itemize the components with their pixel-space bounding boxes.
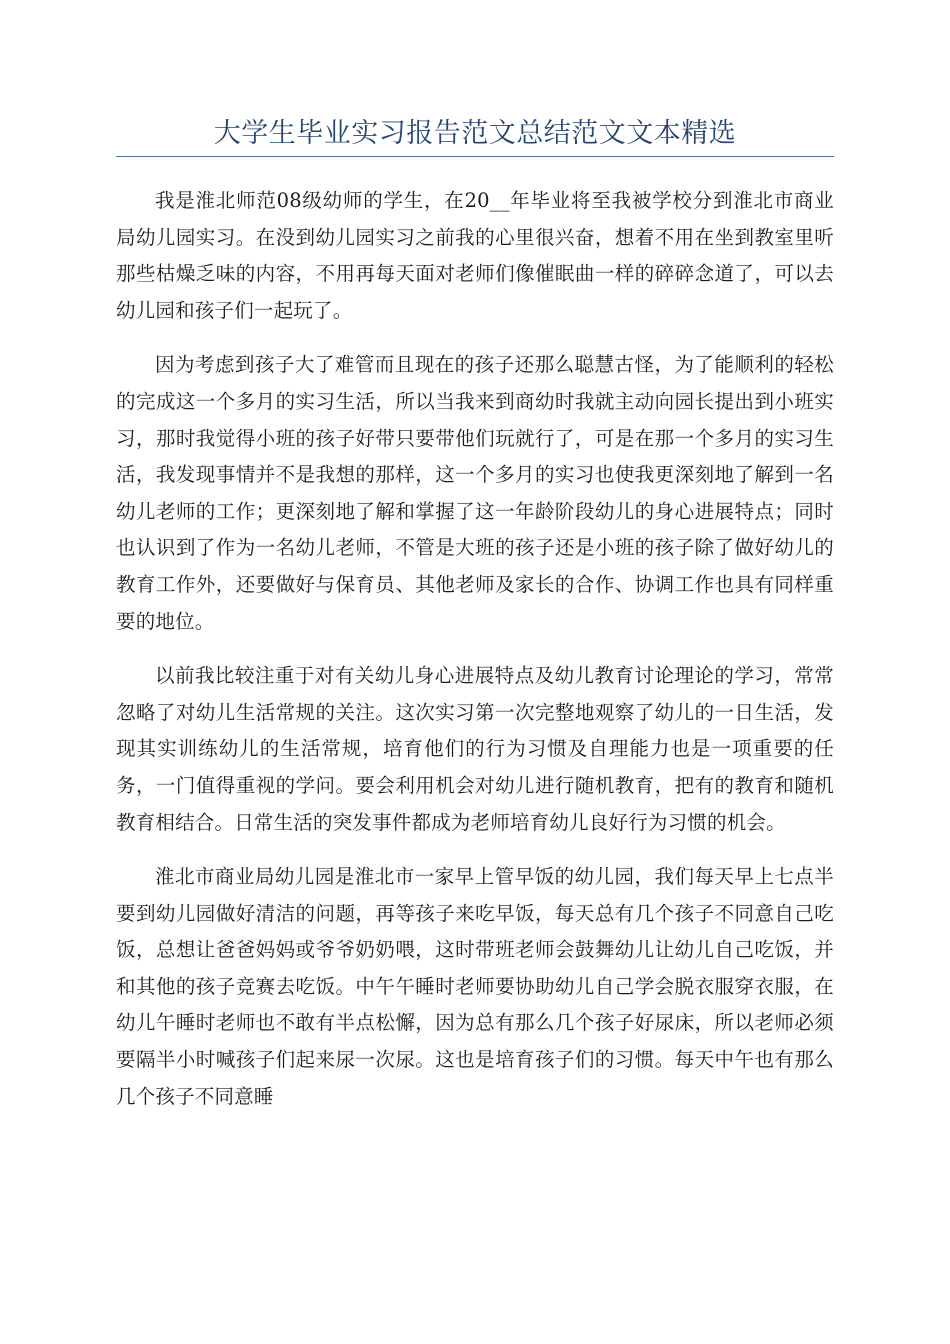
document-title: 大学生毕业实习报告范文总结范文文本精选 xyxy=(213,118,737,149)
document-body xyxy=(116,183,834,1115)
paragraph-2: 因为考虑到孩子大了难管而且现在的孩子还那么聪慧古怪，为了能顺利的轻松的完成这一个多月的实习生活，所以当我来到商幼时我就主动向园长提出到小班实习，那时我觉得小班的孩子好带只要带他们玩就行了，可是在那一个多月的实习生活，我发现事情并不是我想的那样，这一个多月的实习也使我更深刻地了解到一名幼儿老师的工作；更深刻地了解和掌握了这一年龄阶段幼儿的身心进展特点；同时也认识到了作为一名幼儿老师，不管是大班的孩子还是小班的孩子除了做好幼儿的教育工作外，还要做好与保育员、其他老师及家长的合作、协调工作也具有同样重要的地位。 xyxy=(116,353,834,633)
title-block xyxy=(116,112,834,157)
paragraph-3: 以前我比较注重于对有关幼儿身心进展特点及幼儿教育讨论理论的学习，常常忽略了对幼儿生活常规的关注。这次实习第一次完整地观察了幼儿的一日生活，发现其实训练幼儿的生活常规，培育他们的行为习惯及自理能力也是一项重要的任务，一门值得重视的学问。要会利用机会对幼儿进行随机教育，把有的教育和随机教育相结合。日常生活的突发事件都成为老师培育幼儿良好行为习惯的机会。 xyxy=(116,664,834,834)
paragraph-4: 淮北市商业局幼儿园是淮北市一家早上管早饭的幼儿园，我们每天早上七点半要到幼儿园做好清洁的问题，再等孩子来吃早饭，每天总有几个孩子不同意自己吃饭，总想让爸爸妈妈或爷爷奶奶喂，这时带班老师会鼓舞幼儿让幼儿自己吃饭，并和其他的孩子竞赛去吃饭。中午午睡时老师要协助幼儿自己学会脱衣服穿衣服，在幼儿午睡时老师也不敢有半点松懈，因为总有那么几个孩子好尿床，所以老师必须要隔半小时喊孩子们起来尿一次尿。这也是培育孩子们的习惯。每天中午也有那么几个孩子不同意睡 xyxy=(116,865,834,1108)
paragraph-1: 我是淮北师范08级幼师的学生，在20__年毕业将至我被学校分到淮北市商业局幼儿园实习。在没到幼儿园实习之前我的心里很兴奋，想着不用在坐到教室里听那些枯燥乏味的内容，不用再每天面对老师们像催眠曲一样的碎碎念道了，可以去幼儿园和孩子们一起玩了。 xyxy=(116,189,834,322)
